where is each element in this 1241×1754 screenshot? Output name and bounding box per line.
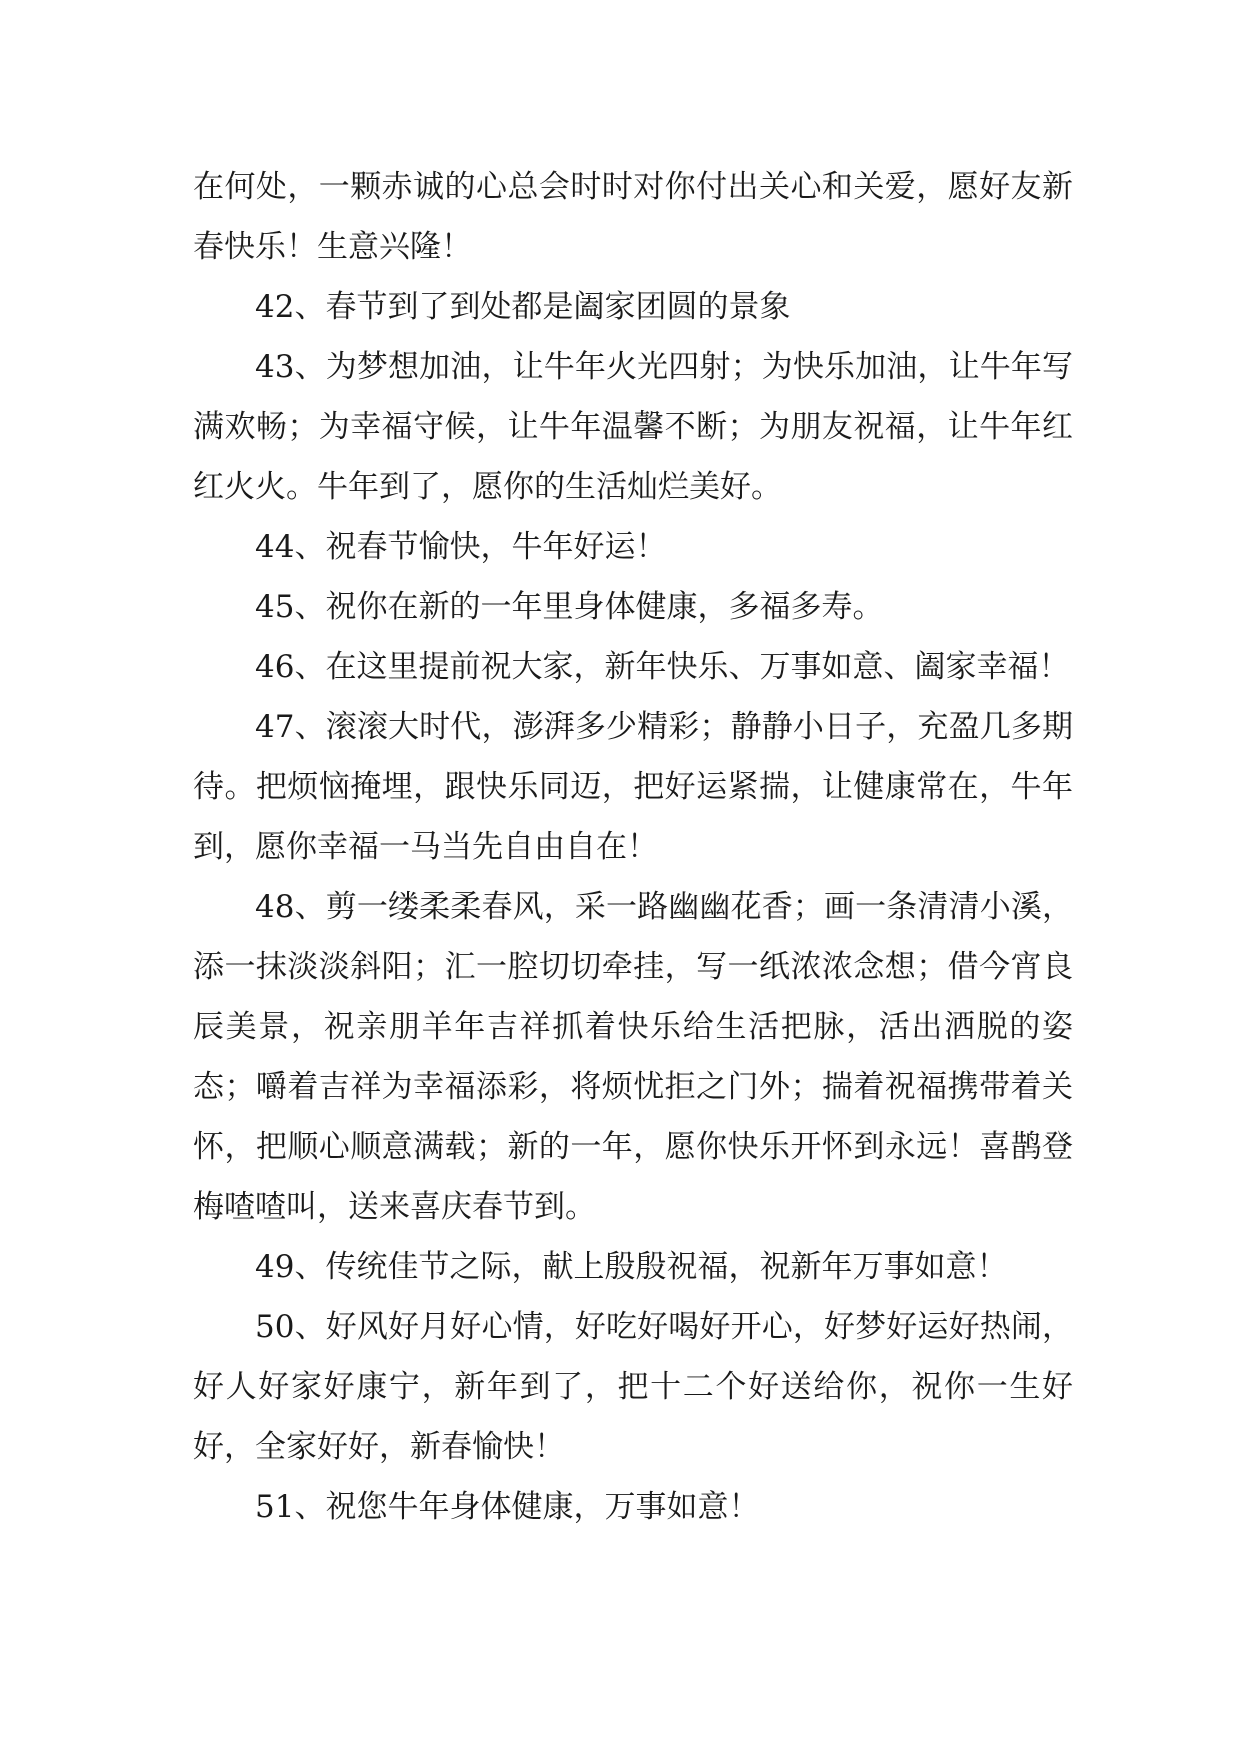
paragraph-continued: 在何处，一颗赤诚的心总会时时对你付出关心和关爱，愿好友新春快乐！生意兴隆！ — [193, 169, 1073, 265]
paragraph-48: 48、剪一缕柔柔春风，采一路幽幽花香；画一条清清小溪，添一抹淡淡斜阳；汇一腔切切牵挂，写一纸浓浓念想；借今宵良辰美景，祝亲朋羊年吉祥抓着快乐给生活把脉，活出洒脱的姿态；嚼着吉祥为幸福添彩，将烦忧拒之门外；揣着祝福携带着关怀，把顺心顺意满载；新的一年，愿你快乐开怀到永远！喜鹊登梅喳喳叫，送来喜庆春节到。 — [193, 889, 1073, 1225]
paragraph-44: 44、祝春节愉快，牛年好运！ — [255, 529, 667, 565]
paragraph-49: 49、传统佳节之际，献上殷殷祝福，祝新年万事如意！ — [255, 1249, 1008, 1285]
paragraph-42: 42、春节到了到处都是阖家团圆的景象 — [255, 289, 791, 325]
paragraph-46: 46、在这里提前祝大家，新年快乐、万事如意、阖家幸福！ — [255, 649, 1070, 685]
paragraph-47: 47、滚滚大时代，澎湃多少精彩；静静小日子，充盈几多期待。把烦恼掩埋，跟快乐同迈，把好运紧揣，让健康常在，牛年到，愿你幸福一马当先自由自在！ — [193, 709, 1073, 865]
document-body — [193, 157, 1073, 1537]
paragraph-50: 50、好风好月好心情，好吃好喝好开心，好梦好运好热闹，好人好家好康宁，新年到了，把十二个好送给你，祝你一生好好，全家好好，新春愉快！ — [193, 1309, 1073, 1465]
paragraph-43: 43、为梦想加油，让牛年火光四射；为快乐加油，让牛年写满欢畅；为幸福守候，让牛年温馨不断；为朋友祝福，让牛年红红火火。牛年到了，愿你的生活灿烂美好。 — [193, 349, 1073, 505]
paragraph-45: 45、祝你在新的一年里身体健康，多福多寿。 — [255, 589, 884, 625]
paragraph-51: 51、祝您牛年身体健康，万事如意！ — [255, 1489, 760, 1525]
